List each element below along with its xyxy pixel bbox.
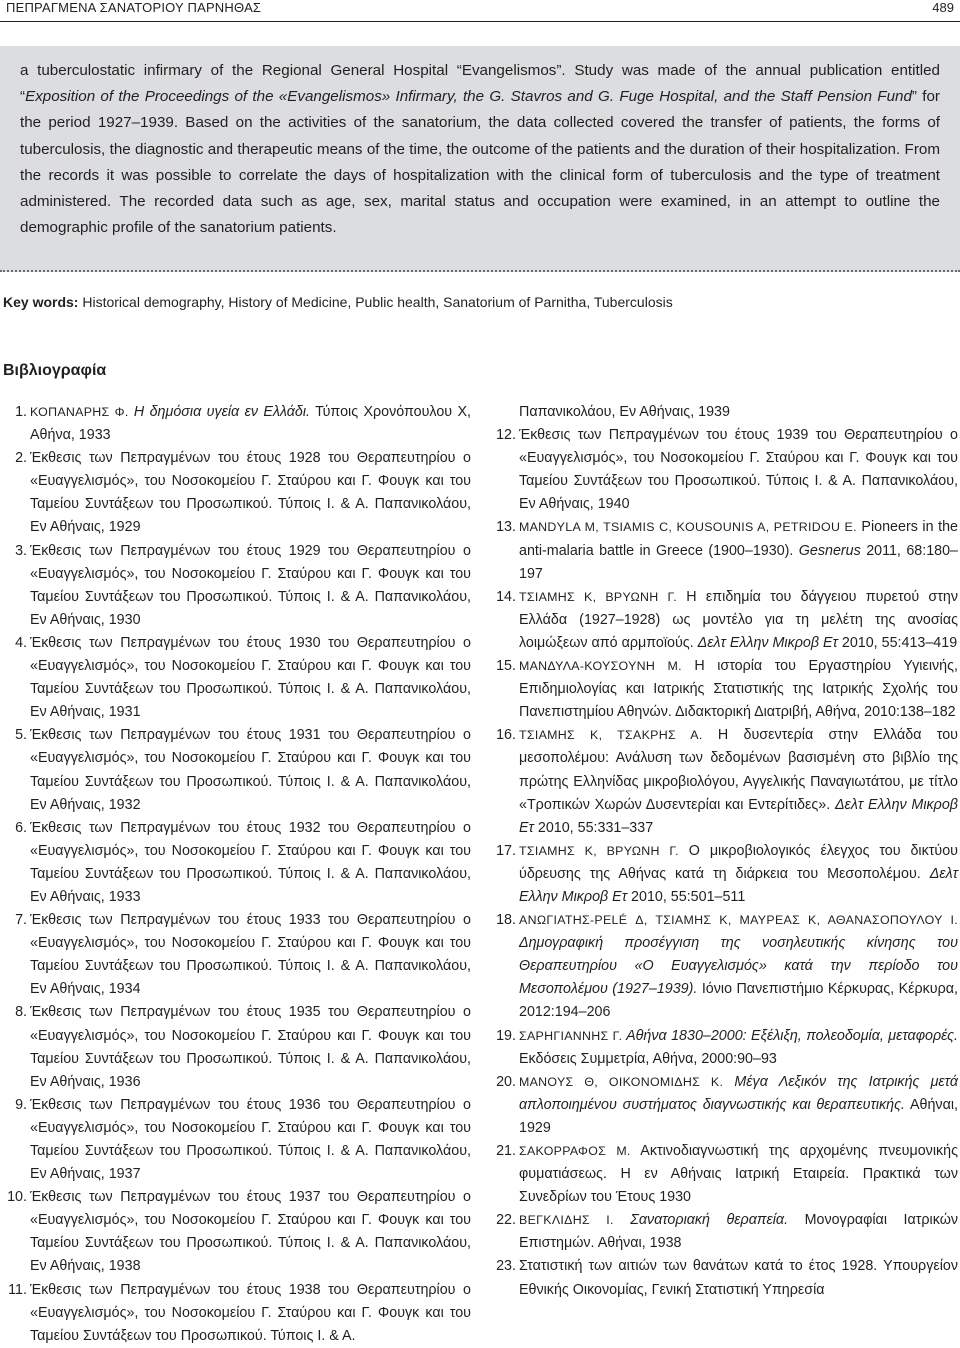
reference-item: [492, 1025, 958, 1071]
reference-text: Ακτινοδιαγνωστική της αρχομένης πνευμονικής φυματιάσεως. Η εν Αθήναις Ιατρική Εταιρεία. Πρακτικά των Συνεδρίων του Έτους 1930: [519, 1143, 958, 1206]
reference-text: Μονογραφίαι Ιατρικών Επιστημών. Αθήναι, 1938: [519, 1212, 958, 1252]
reference-item: [3, 632, 471, 724]
reference-citation: 2010, 55:331–337: [533, 819, 654, 836]
reference-text: Έκθεσις των Πεπραγμένων του έτους 1937 του Θεραπευτηρίου ο «Ευαγγελισμός», του Νοσοκομείου Γ. Σταύρου και Γ. Φουγκ και του Ταμείου Συντάξεων του Προσωπικού. Τύποις Ι. & Α. Παπανικολάου, Εν Αθήναις, 1938: [30, 1189, 471, 1275]
reference-item: [3, 401, 471, 447]
reference-citation: 2010, 55:501–511: [627, 888, 746, 905]
reference-number: 20 .: [492, 1071, 516, 1094]
reference-authors: ΤΣΙΑΜΗΣ Κ, ΒΡΥΩΝΗ Γ.: [519, 843, 679, 858]
reference-title: Δημογραφική προσέγγιση της νοσηλευτικής κίνησης του Θεραπευτηρίου «Ο Ευαγγελισμός» κατά την περίοδο του Μεσοπολέμου (1927–1939).: [519, 935, 958, 998]
reference-number: 18 .: [492, 909, 516, 932]
reference-item: [3, 817, 471, 909]
reference-journal: Δελτ Ελλην Μικροβ Ετ: [519, 796, 958, 836]
reference-item: [492, 655, 958, 724]
reference-item: [3, 540, 471, 632]
reference-text: Έκθεσις των Πεπραγμένων του έτους 1931 του Θεραπευτηρίου ο «Ευαγγελισμός», του Νοσοκομείου Γ. Σταύρου και Γ. Φουγκ και του Ταμείου Συντάξεων του Προσωπικού. Τύποις Ι. & Α. Παπανικολάου, Εν Αθήναις, 1932: [30, 727, 471, 813]
reference-text: Στατιστική των αιτιών των θανάτων κατά το έτος 1928. Υπουργείον Εθνικής Οικονομίας, Γενική Στατιστική Υπηρεσία: [519, 1258, 958, 1298]
reference-item: [492, 424, 958, 516]
reference-authors: ΜΑΝΔΥΛΑ-ΚΟΥΣΟΥΝΗ Μ.: [519, 659, 682, 674]
reference-title: Σανατοριακή θεραπεία.: [613, 1212, 789, 1229]
reference-item: [3, 1186, 471, 1278]
reference-number: 2 .: [3, 447, 27, 470]
reference-text: Έκθεσις των Πεπραγμένων του έτους 1938 του Θεραπευτηρίου ο «Ευαγγελισμός», του Νοσοκομείου Γ. Σταύρου και Γ. Φουγκ και του Ταμείου Συντάξεων του Προσωπικού. Τύποις Ι. & Α.: [30, 1281, 471, 1344]
reference-item: [492, 909, 958, 1024]
reference-text: Η επιδημία του δάγγειου πυρετού στην Ελλάδα (1927–1928) ως μοντέλο για τη μελέτη της ανοσίας λοιμώξεων από αρμποϊούς.: [519, 588, 958, 651]
reference-number: 15 .: [492, 655, 516, 678]
reference-item: [3, 1094, 471, 1186]
reference-text: Έκθεσις των Πεπραγμένων του έτους 1928 του Θεραπευτηρίου ο «Ευαγγελισμός», του Νοσοκομείου Γ. Σταύρου και Γ. Φουγκ και του Ταμείου Συντάξεων του Προσωπικού. Τύποις Ι. & Α. Παπανικολάου, Εν Αθήναις, 1929: [30, 450, 471, 536]
running-title: ΠΕΠΡΑΓΜΕΝΑ ΣΑΝΑΤΟΡΙΟΥ ΠΑΡΝΗΘΑΣ: [6, 0, 262, 15]
reference-text: Η δυσεντερία στην Ελλάδα του μεσοπολέμου: Ανάλυση των δεδομένων βασισμένη στο βιβλίο της πρώτης Ελληνίδας μικροβιολόγου, Αγγελικής Παναγιωτάτου, με τίτλο «Τροπικών Χωρών Δυσεντερίαι και Εντερίτιδες».: [519, 727, 958, 813]
reference-number: 13 .: [492, 516, 516, 539]
abstract-box: [0, 46, 960, 272]
reference-journal: Δελτ Ελλην Μικροβ Ετ: [697, 634, 838, 651]
reference-item: [492, 724, 958, 839]
reference-number: 12 .: [492, 424, 516, 447]
reference-authors: ΚΟΠΑΝΑΡΗΣ Φ.: [30, 405, 129, 419]
reference-number: 21 .: [492, 1140, 516, 1163]
reference-item: [3, 447, 471, 539]
reference-number: 8 .: [3, 1001, 27, 1024]
reference-number: 9 .: [3, 1094, 27, 1117]
running-header: [0, 0, 960, 24]
reference-text: Έκθεσις των Πεπραγμένων του έτους 1929 του Θεραπευτηρίου ο «Ευαγγελισμός», του Νοσοκομείου Γ. Σταύρου και Γ. Φουγκ και του Ταμείου Συντάξεων του Προσωπικού. Τύποις Ι. & Α. Παπανικολάου, Εν Αθήναις, 1930: [30, 542, 471, 628]
reference-title: Η δημόσια υγεία εν Ελλάδι.: [128, 404, 311, 420]
page-number: 489: [932, 0, 954, 15]
reference-item: [492, 1209, 958, 1255]
header-rule: [0, 21, 960, 22]
reference-text: Ο μικροβιολογικός έλεγχος του δικτύου ύδρευσης της Αθήνας κατά τη διάρκεια του Μεσοπολέμου.: [519, 842, 958, 882]
reference-number: 6 .: [3, 817, 27, 840]
reference-text: Αθήναι, 1929: [519, 1096, 958, 1136]
reference-item: [492, 1255, 958, 1301]
reference-item: [492, 840, 958, 909]
reference-number: 11 .: [3, 1279, 27, 1302]
reference-number: 23 .: [492, 1255, 516, 1278]
keywords: [3, 292, 673, 312]
reference-item: [3, 1001, 471, 1093]
reference-text: Τύποις Χρονόπουλου Χ, Αθήνα, 1933: [30, 404, 471, 444]
abstract-text: [20, 58, 940, 241]
reference-authors: MANDYLA M, TSIAMIS C, KOUSOUNIS A, PETRIDOU E.: [519, 520, 857, 535]
bibliography-heading: Βιβλιογραφία: [3, 362, 107, 379]
reference-text: Η ιστορία του Εργαστηρίου Υγιεινής, Επιδημιολογίας και Ιατρικής Στατιστικής της Ιατρικής Σχολής του Πανεπιστημίου Αθηνών. Διδακτορική Διατριβή, Αθήνα, 2010:138–182: [519, 658, 958, 721]
reference-item: [492, 1071, 958, 1140]
reference-journal: Gesnerus: [798, 542, 861, 559]
keywords-label: Key words:: [3, 294, 79, 310]
reference-number: 16 .: [492, 724, 516, 747]
reference-authors: ΤΣΙΑΜΗΣ Κ, ΤΣΑΚΡΗΣ Α.: [519, 728, 703, 743]
reference-number: 22 .: [492, 1209, 516, 1232]
reference-authors: ΑΝΩΓΙΑΤΗΣ-PELÉ Δ, ΤΣΙΑΜΗΣ Κ, ΜΑΥΡΕΑΣ Κ, ΑΘΑΝΑΣΟΠΟΥΛΟΥ Ι.: [519, 913, 958, 928]
reference-item: [3, 909, 471, 1001]
abstract-text-part: ” for the period 1927–1939. Based on the activities of the sanatorium, the data collected covered the transfer of patients, the forms of tuberculosis, the diagnostic and therapeutic means of the time, the outcome of the patients and the duration of their hospitalization. From the records it was possible to correlate the days of hospitalization with the clinical form of tuberculosis and the type of treatment administered. The recorded data such as age, sex, marital status and occupation were examined, in an attempt to outline the demographic profile of the sanatorium patients.: [20, 88, 940, 237]
reference-citation: 2011, 68:180–197: [519, 542, 959, 582]
reference-journal: Δελτ Ελλην Μικροβ Ετ: [519, 865, 958, 905]
reference-authors: ΒΕΓΚΛΙΔΗΣ Ι.: [519, 1213, 614, 1228]
bibliography-column-right: [492, 401, 958, 1302]
reference-number: 14 .: [492, 586, 516, 609]
reference-text: Έκθεσις των Πεπραγμένων του έτους 1933 του Θεραπευτηρίου ο «Ευαγγελισμός», του Νοσοκομείου Γ. Σταύρου και Γ. Φουγκ και του Ταμείου Συντάξεων του Προσωπικού. Τύποις Ι. & Α. Παπανικολάου, Εν Αθήναις, 1934: [30, 912, 471, 998]
reference-number: 19 .: [492, 1025, 516, 1048]
reference-number: 17 .: [492, 840, 516, 863]
reference-text: Έκθεσις των Πεπραγμένων του έτους 1939 του Θεραπευτηρίου ο «Ευαγγελισμός», του Νοσοκομείου Γ. Σταύρου και Γ. Φουγκ και του Ταμείου Συντάξεων του Προσωπικού. Τύποις Ι. & Α. Παπανικολάου, Εν Αθήναις, 1940: [519, 427, 958, 513]
reference-title: Αθήνα 1830–2000: Εξέλιξη, πολεοδομία, μεταφορές.: [622, 1027, 958, 1044]
reference-number: 4 .: [3, 632, 27, 655]
reference-number: 1 .: [3, 401, 27, 424]
reference-text: Έκθεσις των Πεπραγμένων του έτους 1936 του Θεραπευτηρίου ο «Ευαγγελισμός», του Νοσοκομείου Γ. Σταύρου και Γ. Φουγκ και του Ταμείου Συντάξεων του Προσωπικού. Τύποις Ι. & Α. Παπανικολάου, Εν Αθήναις, 1937: [30, 1096, 471, 1183]
reference-text: Έκθεσις των Πεπραγμένων του έτους 1932 του Θεραπευτηρίου ο «Ευαγγελισμός», του Νοσοκομείου Γ. Σταύρου και Γ. Φουγκ και του Ταμείου Συντάξεων του Προσωπικού. Τύποις Ι. & Α. Παπανικολάου, Εν Αθήναις, 1933: [30, 819, 471, 905]
reference-number: 10 .: [3, 1186, 27, 1209]
reference-text: Ιόνιο Πανεπιστήμιο Κέρκυρας, Κέρκυρα, 2012:194–206: [519, 981, 958, 1021]
abstract-italic-title: Exposition of the Proceedings of the «Evangelismos» Infirmary, the G. Stavros and G. Fuge Hospital, and the Staff Pension Fund: [25, 88, 912, 106]
reference-item: [492, 1140, 958, 1209]
reference-authors: ΣΑΚΟΡΡΑΦΟΣ Μ.: [519, 1144, 631, 1158]
reference-number: 7 .: [3, 909, 27, 932]
reference-authors: ΜΑΝΟΥΣ Θ, ΟΙΚΟΝΟΜΙΔΗΣ Κ.: [519, 1074, 724, 1089]
reference-text: Εκδόσεις Συμμετρία, Αθήνα, 2000:90–93: [519, 1050, 777, 1067]
reference-item: [492, 516, 958, 585]
reference-text: Pioneers in the anti-malaria battle in Greece (1900–1930).: [519, 519, 958, 559]
reference-number: 3 .: [3, 540, 27, 563]
reference-title: Μέγα Λεξικόν της Ιατρικής μετά απλοποιημένου συστήματος διαγνωστικής και θεραπευτικής.: [519, 1073, 958, 1113]
reference-authors: ΣΑΡΗΓΙΑΝΝΗΣ Γ.: [519, 1028, 623, 1043]
reference-authors: ΤΣΙΑΜΗΣ Κ, ΒΡΥΩΝΗ Γ.: [519, 589, 678, 604]
reference-item: [492, 586, 958, 655]
abstract-text-part: a tuberculostatic infirmary of the Regional General Hospital “Evangelismos”. Study was made of the annual publication entitled “: [20, 62, 940, 106]
reference-citation: 2010, 55:413–419: [837, 634, 958, 651]
bibliography-column-left: [3, 401, 471, 1348]
reference-number: 5 .: [3, 724, 27, 747]
reference-continuation: Παπανικολάου, Εν Αθήναις, 1939: [519, 404, 730, 420]
keywords-text: Historical demography, History of Medicine, Public health, Sanatorium of Parnitha, Tuberculosis: [78, 294, 673, 310]
reference-text: Έκθεσις των Πεπραγμένων του έτους 1930 του Θεραπευτηρίου ο «Ευαγγελισμός», του Νοσοκομείου Γ. Σταύρου και Γ. Φουγκ και του Ταμείου Συντάξεων του Προσωπικού. Τύποις Ι. & Α. Παπανικολάου, Εν Αθήναις, 1931: [30, 634, 471, 721]
reference-text: Έκθεσις των Πεπραγμένων του έτους 1935 του Θεραπευτηρίου ο «Ευαγγελισμός», του Νοσοκομείου Γ. Σταύρου και Γ. Φουγκ και του Ταμείου Συντάξεων του Προσωπικού. Τύποις Ι. & Α. Παπανικολάου, Εν Αθήναις, 1936: [30, 1004, 471, 1090]
reference-item: [3, 1279, 471, 1348]
reference-item: [3, 724, 471, 816]
